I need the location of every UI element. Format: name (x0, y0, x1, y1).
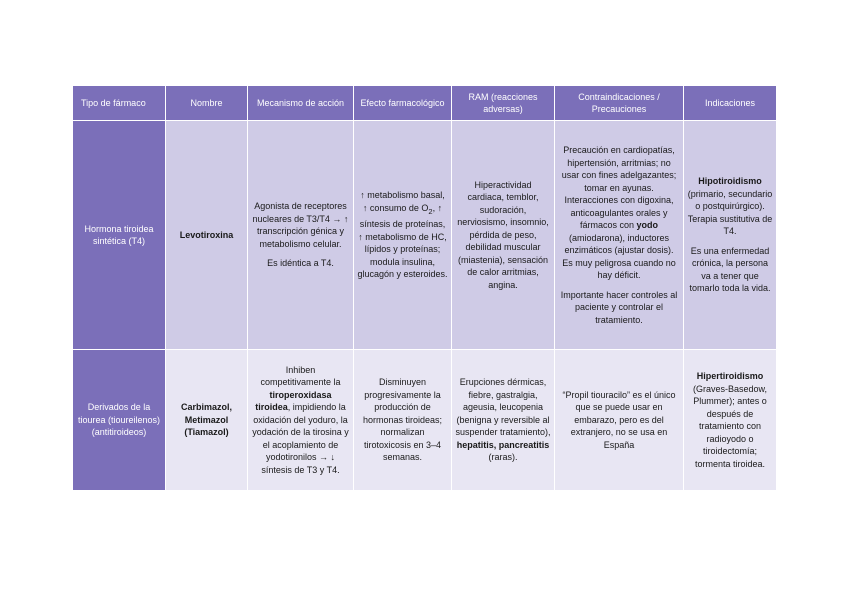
mecanismo-note: Es idéntica a T4. (267, 258, 334, 269)
contra-text-end: (amiodarona), inductores enzimáticos (ajustar dosis). Es muy peligrosa cuando no hay déficit. (562, 232, 676, 280)
header-ram: RAM (reacciones adversas) (452, 86, 555, 121)
mecanismo-text-start: Inhiben competitivamente la (260, 364, 341, 388)
mecanismo-text-end: , impidiendo la oxidación del yoduro, la yodación de la tirosina y el acoplamiento de yodotironilos → ↓ síntesis de T3 y T4. (252, 402, 349, 475)
mecanismo-bold: tiroperoxidasa tiroidea (255, 389, 332, 413)
cell-tipo: Hormona tiroidea sintética (T4) (73, 121, 166, 350)
cell-nombre: Carbimazol, Metimazol (Tiamazol) (166, 350, 248, 491)
ram-text-end: (raras). (488, 452, 518, 463)
cell-ram: Hiperactividad cardiaca, temblor, sudoración, nerviosismo, insomnio, pérdida de peso, debilidad muscular (miastenia), sensación de calor arritmias, angina. (452, 121, 555, 350)
contra-text-start: Precaución en cardiopatías, hipertensión, arritmias; no usar con fines adelgazantes; tomar en ayunas. Interacciones con digoxina, anticoagulantes orales y fármacos con (561, 145, 677, 230)
cell-ram (452, 350, 555, 491)
cell-contraindicaciones: “Propil tiouracilo” es el único que se puede usar en embarazo, pero es del extranjero, no se usa en España (555, 350, 684, 491)
indicaciones-note: Es una enfermedad crónica, la persona va a tener que tomarlo toda la vida. (689, 245, 771, 294)
contra-note: Importante hacer controles al paciente y controlar el tratamiento. (560, 289, 678, 325)
efecto-text-start: ↑ metabolismo basal, ↑ consumo de O (360, 190, 445, 213)
contra-text (558, 144, 680, 282)
contra-bold: yodo (636, 220, 659, 230)
cell-efecto: Disminuyen progresivamente la producción de hormonas tiroideas; normalizan tirotoxicosis en 3–4 semanas. (354, 350, 452, 491)
header-row (73, 86, 777, 121)
indicaciones-text (687, 175, 773, 238)
header-efecto: Efecto farmacológico (354, 86, 452, 121)
cell-mecanismo (248, 350, 354, 491)
header-contraindicaciones: Contraindicaciones / Precauciones (555, 86, 684, 121)
cell-tipo: Derivados de la tiourea (tioureilenos) (antitiroideos) (73, 350, 166, 491)
mecanismo-text: Agonista de receptores nucleares de T3/T4 → ↑ transcripción génica y metabolismo celular. (252, 201, 349, 249)
header-indicaciones: Indicaciones (684, 86, 777, 121)
header-nombre: Nombre (166, 86, 248, 121)
header-tipo: Tipo de fármaco (73, 86, 166, 121)
efecto-text-end: , ↑ síntesis de proteínas, ↑ metabolismo de HC, lípidos y proteínas; modula insulina, glucagón y esteroides. (357, 202, 448, 280)
ram-bold: hepatitis, pancreatitis (456, 439, 550, 450)
indicaciones-rest: (Graves-Basedow, Plummer); antes o después de tratamiento con radioyodo o tiroidectomía; tormenta tiroidea. (692, 383, 768, 469)
efecto-subscript: 2 (428, 206, 433, 216)
cell-mecanismo (248, 121, 354, 350)
indicaciones-title: Hipotiroidismo (698, 176, 762, 187)
indicaciones-rest: (primario, secundario o postquirúrgico). Terapia sustitutiva de T4. (687, 188, 773, 237)
cell-indicaciones (684, 350, 777, 491)
cell-indicaciones (684, 121, 777, 350)
cell-efecto (354, 121, 452, 350)
cell-nombre: Levotiroxina (166, 121, 248, 350)
table-row (73, 121, 777, 350)
ram-text-start: Erupciones dérmicas, fiebre, gastralgia, ageusia, leucopenia (benigna y reversible al suspender tratamiento), (455, 377, 551, 438)
cell-contraindicaciones (555, 121, 684, 350)
drug-table (72, 85, 777, 491)
table-row (73, 350, 777, 491)
indicaciones-title: Hipertiroidismo (696, 371, 764, 381)
header-mecanismo: Mecanismo de acción (248, 86, 354, 121)
